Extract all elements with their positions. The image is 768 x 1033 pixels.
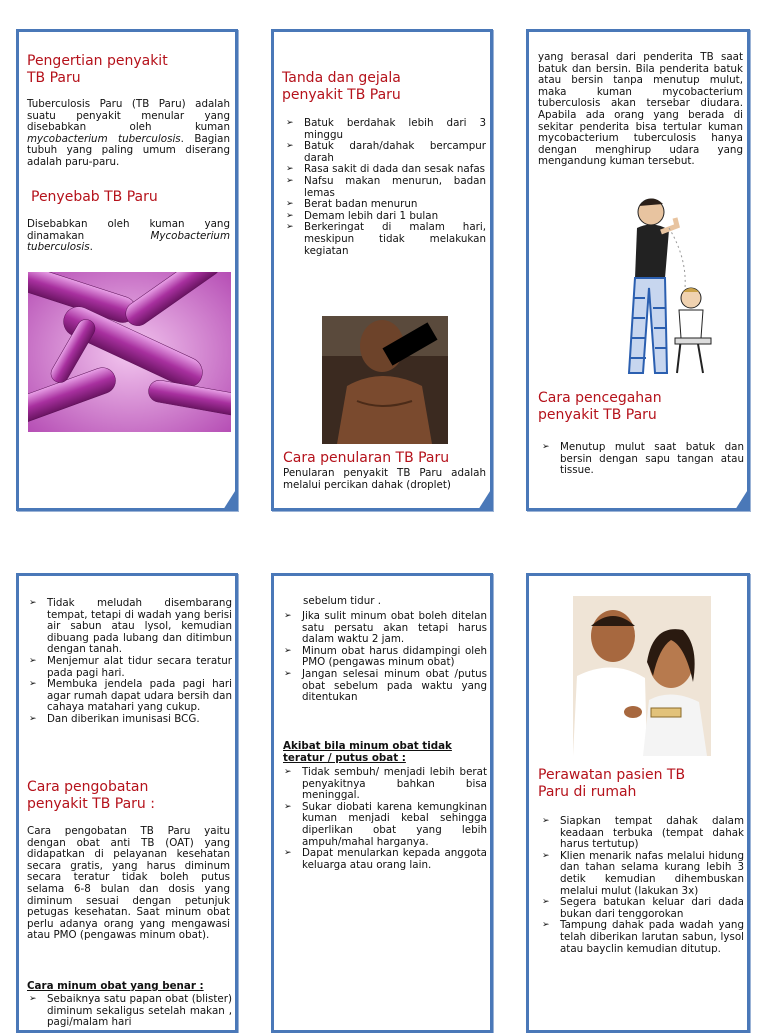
coughing-illustration <box>599 188 719 378</box>
list-item: ➢ Jangan selesai minum obat /putus obat sebelum pada waktu yang ditentukan <box>284 669 487 704</box>
symptoms-heading: Tanda dan gejala penyakit TB Paru <box>282 70 401 103</box>
home-care-list <box>542 816 744 955</box>
list-item: ➢ Dapat menularkan kepada anggota keluarga atau orang lain. <box>284 848 487 871</box>
effects-list <box>284 767 487 871</box>
how-to-take-list-continued <box>284 611 487 704</box>
list-item: ➢ Sukar diobati karena kemungkinan kuman menjadi kebal sehingga diperlikan obat yang lebih ampuh/mahal harganya. <box>284 802 487 848</box>
panel-tail-icon <box>735 488 749 510</box>
treatment-text: Cara pengobatan TB Paru yaitu dengan obat anti TB (OAT) yang didapatkan di pelayanan kesehatan secara gratis, yang harus diminum secara teratur tidak boleh putus selama 6-8 bulan dan dosis yang diminum sesuai dengan petunjuk petugas kesehatan. Saat minum obat perlu adanya orang yang mengawasi atau PMO (pengawas minum obat). <box>27 825 230 942</box>
prevention-list-continued <box>29 598 232 726</box>
list-item: ➢ Tidak sembuh/ menjadi lebih berat penyakitnya bahkan bisa meninggal. <box>284 767 487 802</box>
definition-text: Tuberculosis Paru (TB Paru) adalah suatu penyakit menular yang disebabkan oleh kuman mycobacterium tuberculosis. Bagian tubuh yang paling umum diserang adalah paru-paru. <box>27 98 230 168</box>
list-item: ➢ Menjemur alat tidur secara teratur pada pagi hari. <box>29 656 232 679</box>
cause-text: Disebabkan oleh kuman yang dinamakan Mycobacterium tuberculosis. <box>27 218 230 254</box>
effects-heading: Akibat bila minum obat tidak teratur / putus obat : <box>283 740 452 764</box>
list-item: ➢ Menutup mulut saat batuk dan bersin dengan sapu tangan atau tissue. <box>542 442 744 477</box>
list-item: ➢ Rasa sakit di dada dan sesak nafas <box>286 164 486 176</box>
how-to-take-heading: Cara minum obat yang benar : <box>27 980 204 992</box>
list-item: ➢ Dan diberikan imunisasi BCG. <box>29 714 232 726</box>
home-care-heading: Perawatan pasien TB Paru di rumah <box>538 767 686 800</box>
list-item: ➢ Jika sulit minum obat boleh ditelan satu persatu akan tetapi harus dalam waktu 2 jam. <box>284 611 487 646</box>
list-item: ➢ Berkeringat di malam hari, meskipun tidak melakukan kegiatan <box>286 222 486 257</box>
cause-heading: Penyebab TB Paru <box>31 189 158 205</box>
list-item: ➢ Nafsu makan menurun, badan lemas <box>286 176 486 199</box>
prevention-list <box>542 442 744 477</box>
panel-home-care <box>526 573 750 1033</box>
panel-transmission-prevention <box>526 29 750 511</box>
list-item: ➢ Membuka jendela pada pagi hari agar rumah dapat udara bersih dan cahaya matahari yang cukup. <box>29 679 232 714</box>
transmission-text-continued: yang berasal dari penderita TB saat batuk dan bersin. Bila penderita batuk atau bersin tanpa menutup mulut, maka kuman mycobacterium tuberculosis akan tersebar diudara. Apabila ada orang yang berada di sekitar penderita bisa tertular kuman mycobacterium tuberculosis hanya dengan menghirup udara yang mengandung kuman tersebut. <box>538 51 743 168</box>
how-to-take-continued: sebelum tidur . <box>303 595 382 607</box>
panel-definition <box>16 29 238 511</box>
panel-tail-icon <box>223 488 237 510</box>
list-item: ➢ Sebaiknya satu papan obat (blister) diminum sekaligus setelah makan , pagi/malam hari <box>29 994 232 1029</box>
list-item: ➢ Klien menarik nafas melalui hidung dan tahan selama kurang lebih 3 detik kemudian dihembuskan melalui mulut (lakukan 3x) <box>542 851 744 897</box>
list-item: ➢ Tidak meludah disembarang tempat, tetapi di wadah yang berisi air sabun atau lysol, kemudian dibuang pada lubang dan ditimbun dengan tanah. <box>29 598 232 656</box>
treatment-heading: Cara pengobatan penyakit TB Paru : <box>27 779 155 812</box>
prevention-heading: Cara pencegahan penyakit TB Paru <box>538 390 662 423</box>
panel-medication <box>271 573 493 1033</box>
list-item: ➢ Berat badan menurun <box>286 199 486 211</box>
definition-heading: Pengertian penyakit TB Paru <box>27 53 168 86</box>
patient-photo <box>322 316 448 444</box>
panel-tail-icon <box>478 488 492 510</box>
transmission-text: Penularan penyakit TB Paru adalah melalui percikan dahak (droplet) <box>283 467 486 491</box>
symptoms-list <box>286 118 486 257</box>
list-item: ➢ Tampung dahak pada wadah yang telah diberikan larutan sabun, lysol atau bayclin kemudian ditutup. <box>542 920 744 955</box>
medication-photo <box>573 596 711 756</box>
panel-symptoms <box>271 29 493 511</box>
bacteria-image <box>28 272 231 432</box>
transmission-heading: Cara penularan TB Paru <box>283 450 450 466</box>
list-item: ➢ Demam lebih dari 1 bulan <box>286 211 486 223</box>
list-item: ➢ Minum obat harus didampingi oleh PMO (pengawas minum obat) <box>284 646 487 669</box>
panel-treatment <box>16 573 238 1033</box>
list-item: ➢ Siapkan tempat dahak dalam keadaan terbuka (tempat dahak harus tertutup) <box>542 816 744 851</box>
list-item: ➢ Batuk darah/dahak bercampur darah <box>286 141 486 164</box>
list-item: ➢ Segera batukan keluar dari dada bukan dari tenggorokan <box>542 897 744 920</box>
list-item: ➢ Batuk berdahak lebih dari 3 minggu <box>286 118 486 141</box>
